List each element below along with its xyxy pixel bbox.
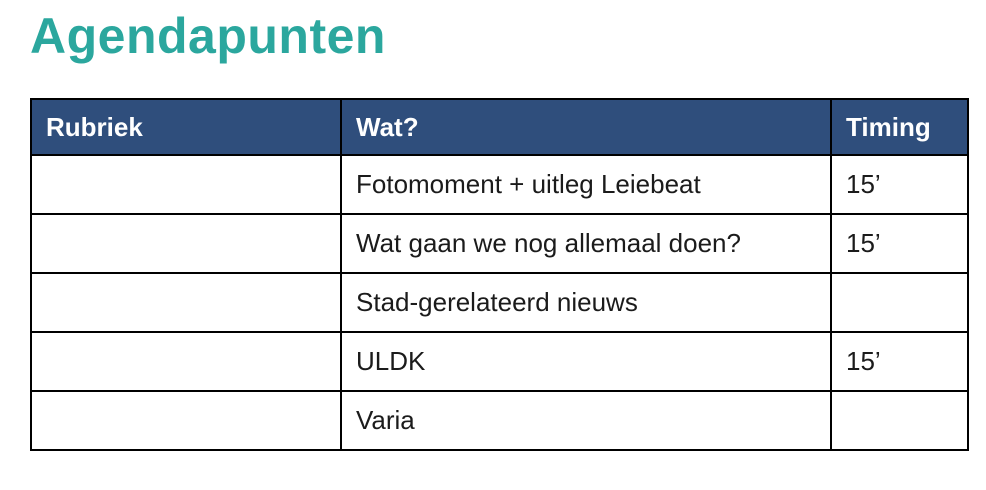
cell-timing (831, 391, 968, 450)
table-row (31, 273, 968, 332)
cell-timing: 15’ (831, 155, 968, 214)
cell-rubriek (31, 214, 341, 273)
cell-rubriek (31, 391, 341, 450)
table-header-row (31, 99, 968, 155)
table-row (31, 214, 968, 273)
table-row (31, 332, 968, 391)
column-header-rubriek: Rubriek (31, 99, 341, 155)
agenda-table (30, 98, 969, 451)
cell-timing (831, 273, 968, 332)
cell-wat: Varia (341, 391, 831, 450)
cell-rubriek (31, 273, 341, 332)
column-header-timing: Timing (831, 99, 968, 155)
page-title: Agendapunten (30, 8, 386, 64)
table-row (31, 155, 968, 214)
cell-timing: 15’ (831, 332, 968, 391)
cell-wat: Wat gaan we nog allemaal doen? (341, 214, 831, 273)
cell-wat: Stad-gerelateerd nieuws (341, 273, 831, 332)
column-header-wat: Wat? (341, 99, 831, 155)
cell-wat: ULDK (341, 332, 831, 391)
cell-wat: Fotomoment + uitleg Leiebeat (341, 155, 831, 214)
table-row (31, 391, 968, 450)
cell-timing: 15’ (831, 214, 968, 273)
cell-rubriek (31, 332, 341, 391)
cell-rubriek (31, 155, 341, 214)
